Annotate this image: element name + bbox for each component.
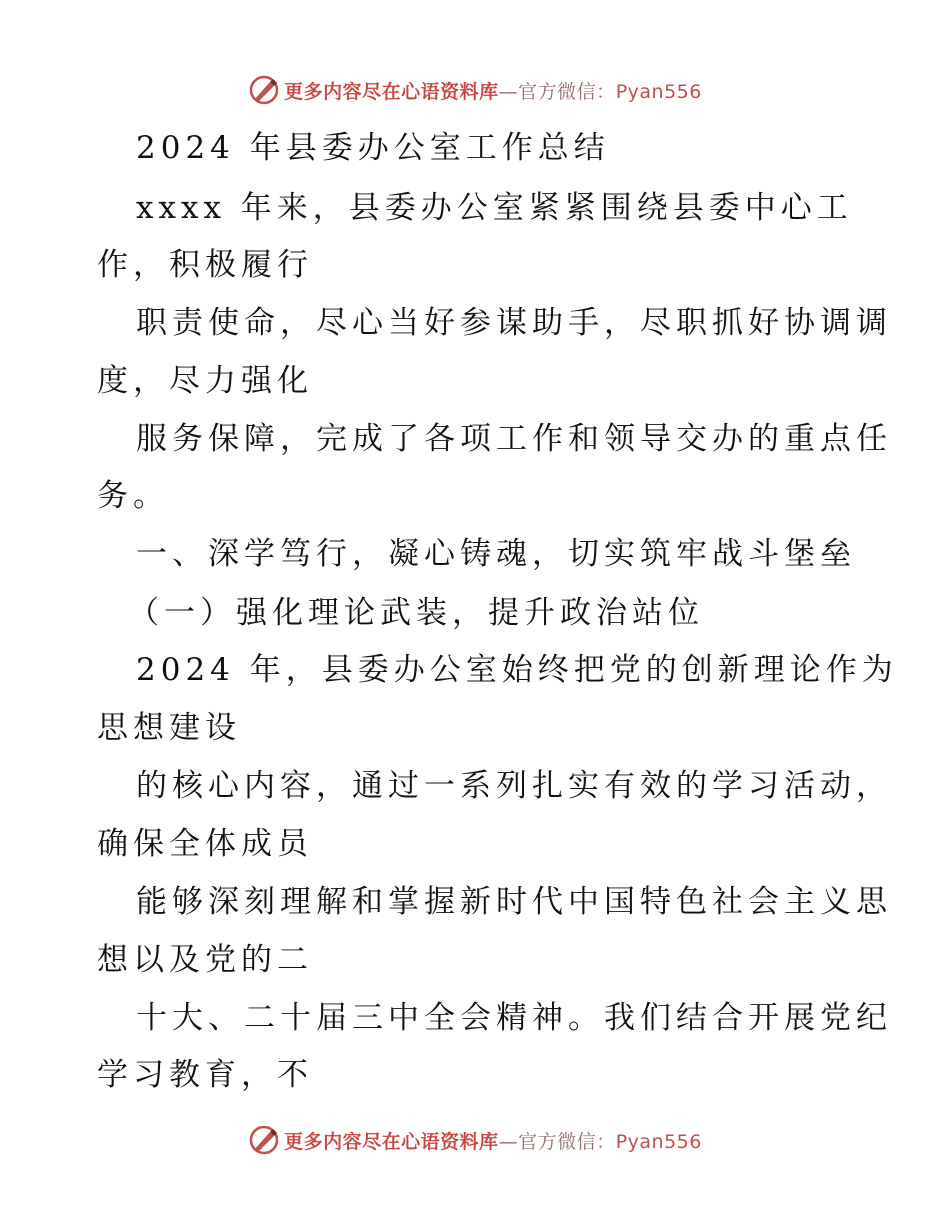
footer-watermark-id: Pyan556	[615, 1130, 702, 1153]
footer-watermark-label: —官方微信：	[498, 1130, 616, 1153]
document-title: 2024 年县委办公室工作总结	[136, 130, 610, 166]
section-heading: 一、深学笃行，凝心铸魂，切实筑牢战斗堡垒	[136, 536, 856, 572]
paragraph-line: 度，尽力强化	[97, 363, 313, 399]
paragraph-line: 职责使命，尽心当好参谋助手，尽职抓好协调调	[136, 305, 892, 341]
footer-watermark-banner	[0, 1120, 950, 1160]
header-watermark-id: Pyan556	[615, 80, 702, 103]
paragraph-line: 2024 年，县委办公室始终把党的创新理论作为	[136, 652, 898, 688]
paragraph-line: 服务保障，完成了各项工作和领导交办的重点任	[136, 421, 892, 457]
footer-watermark-lead: 更多内容尽在心语资料库	[284, 1130, 499, 1153]
footer-watermark-text	[284, 1127, 702, 1154]
header-watermark-text	[284, 77, 702, 104]
paragraph-line: 的核心内容，通过一系列扎实有效的学习活动，	[136, 768, 892, 804]
pen-logo-icon	[248, 74, 280, 106]
paragraph-line: 务。	[97, 478, 169, 514]
paragraph-line: xxxx 年来，县委办公室紧紧围绕县委中心工	[136, 190, 853, 226]
pen-logo-icon	[248, 1124, 280, 1156]
paragraph-line: 十大、二十届三中全会精神。我们结合开展党纪	[136, 1000, 892, 1036]
header-watermark-banner	[0, 70, 950, 110]
paragraph-line: 思想建设	[97, 710, 241, 746]
header-watermark-lead: 更多内容尽在心语资料库	[284, 80, 499, 103]
paragraph-line: 确保全体成员	[97, 826, 313, 862]
subsection-heading: （一）强化理论武装，提升政治站位	[128, 595, 704, 631]
paragraph-line: 想以及党的二	[97, 942, 313, 978]
header-watermark-label: —官方微信：	[498, 80, 616, 103]
paragraph-line: 学习教育，不	[97, 1057, 313, 1093]
paragraph-line: 能够深刻理解和掌握新时代中国特色社会主义思	[136, 884, 892, 920]
paragraph-line: 作，积极履行	[97, 247, 313, 283]
